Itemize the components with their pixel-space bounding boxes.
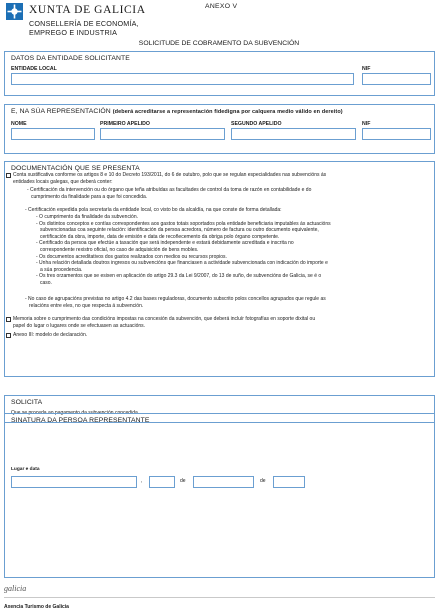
bullet-3-line-2: correspondente rexistro oficial, no caso de adquisición de bens mobles. (40, 246, 199, 253)
memory-line-2: papel do lugar o lugares onde se efectuasen as actuacións. (13, 322, 146, 329)
sub3-line-2: relacións entre eles, no que respecta á subvención. (29, 302, 144, 309)
org-name: XUNTA DE GALICIA (29, 4, 146, 16)
sub1-line-2: cumprimento da finalidade para a que foi concedida. (31, 193, 148, 200)
surname2-label: SEGUNDO APELIDO (231, 121, 282, 127)
account-bullets (36, 214, 431, 287)
dept-line-1: CONSELLERÍA DE ECONOMÍA, (29, 19, 139, 28)
de-separator-2: de (260, 478, 266, 484)
bullet-6-line-1: - Os tres orzamentos que se esixen en aplicación do artigo 29.3 da Lei 9/2007, do 13 de xuño, de subvencións de Galicia, se é o (36, 273, 322, 280)
representative-title: E, NA SÚA REPRESENTACIÓN (11, 108, 111, 115)
bullet-2-line-2: subvencionadas coa seguinte relación: identificación da persoa acredora, número de factura ou outro documento equivalente, (40, 227, 319, 234)
place-field[interactable] (11, 476, 137, 488)
place-date-label: Lugar e data (11, 467, 40, 472)
bullet-5-line-1: - Unha relación detallada doutros ingresos ou subvencións que financiasen a actividade subvencionada con indicación do importe e (36, 260, 328, 267)
sub1-line-1: - Certificación da intervención ou do órgano que teña atribuídas as facultades de control da toma de razón en contabilidade e do (27, 187, 312, 193)
bullet-4: - Os documentos acreditativos dos gastos realizados con medios ou recursos propios. (36, 253, 227, 260)
account-line-2: entidades locais galegas, que deberá conter: (13, 178, 113, 185)
representative-section (4, 104, 435, 154)
documentation-heading: DOCUMENTACIÓN QUE SE PRESENTA (11, 165, 140, 172)
sub3-line-1: - No caso de agrupacións previstas no artigo 4.2 das bases reguladoras, documento subscrito polos concellos agrupados que regule as (25, 296, 326, 302)
surname1-label: PRIMEIRO APELIDO (100, 121, 150, 127)
memory-line-1: Memoria sobre o cumprimento das condicións impostas na concesión da subvención, que deberá incluír fotografías en soporte dixital ou (13, 316, 316, 322)
representative-heading (5, 105, 434, 115)
account-sub1 (27, 187, 311, 200)
bullet-3-line-1: - Certificado da persoa que efectúe a taxación que será independente e estará debidamente acreditada e inscrita no (36, 240, 294, 247)
comma-separator: , (141, 478, 143, 484)
month-field[interactable] (193, 476, 254, 488)
bullet-5-line-2: a súa procedencia. (40, 266, 83, 273)
entity-label: ENTIDADE LOCAL (11, 66, 57, 72)
footer-divider (4, 597, 435, 598)
applicant-section (4, 51, 435, 96)
applicant-nif-label: NIF (362, 66, 371, 72)
account-line-1: Conta xustificativa conforme os artigos 8 e 10 do Decreto 193/2011, do 6 de outubro, polo que se regulan especialidades nas subvencións ás (13, 172, 327, 178)
annex-label: ANEXO V (205, 3, 238, 10)
dept-name (29, 19, 139, 37)
document-title: SOLICITUDE DE COBRAMENTO DA SUBVENCIÓN (138, 40, 300, 47)
bullet-1: - O cumprimento da finalidade da subvención. (36, 214, 139, 220)
item-memory-text (13, 316, 315, 329)
agency-name: Axencia Turismo de Galicia (4, 604, 69, 610)
item-annex3-text: Anexo III: modelo de declaración. (13, 332, 88, 338)
surname2-field[interactable] (231, 128, 356, 140)
dept-line-2: EMPREGO E INDUSTRIA (29, 28, 118, 37)
rep-nif-field[interactable] (362, 128, 431, 140)
name-field[interactable] (11, 128, 95, 140)
entity-field[interactable] (11, 73, 354, 85)
checkbox-annex3[interactable] (6, 333, 11, 338)
rep-nif-label: NIF (362, 121, 371, 127)
xunta-emblem-icon (6, 3, 23, 20)
name-label: NOME (11, 121, 27, 127)
account-sub2: - Certificación expedida pola secretaría da entidade local, co visto bo da alcaldía, na que conste de forma detallada: (25, 207, 282, 213)
applicant-nif-field[interactable] (362, 73, 431, 85)
bullet-2-line-3: certificación da obra, importe, data de emisión e data de recoñecemento da obriga polo órgano competente. (40, 233, 280, 240)
checkbox-memory[interactable] (6, 317, 11, 322)
item-account-text (13, 172, 326, 185)
applicant-heading: DATOS DA ENTIDADE SOLICITANTE (11, 55, 130, 62)
day-field[interactable] (149, 476, 175, 488)
signature-heading: SINATURA DA PERSOA REPRESENTANTE (11, 417, 150, 424)
account-sub3 (25, 296, 326, 309)
bullet-6-line-2: caso. (40, 279, 52, 286)
checkbox-account[interactable] (6, 173, 11, 178)
xunta-logo (6, 3, 196, 45)
bullet-2-line-1: - Os distintos conceptos e contías correspondentes aos gastos totais soportados pola entidade beneficiaria imputables ás actuacións (36, 220, 331, 227)
documentation-section (4, 161, 435, 377)
year-field[interactable] (273, 476, 305, 488)
surname1-field[interactable] (100, 128, 225, 140)
de-separator-1: de (180, 478, 186, 484)
request-text: Que se proceda ao pagamento da subvención concedida. (11, 410, 140, 416)
request-heading: SOLICITA (11, 399, 43, 406)
signature-section (4, 413, 435, 578)
representative-note: (deberá acreditarse a representación fidedigna por calquera medio válido en dereito) (112, 109, 343, 115)
galicia-logo: galicia (4, 584, 27, 593)
